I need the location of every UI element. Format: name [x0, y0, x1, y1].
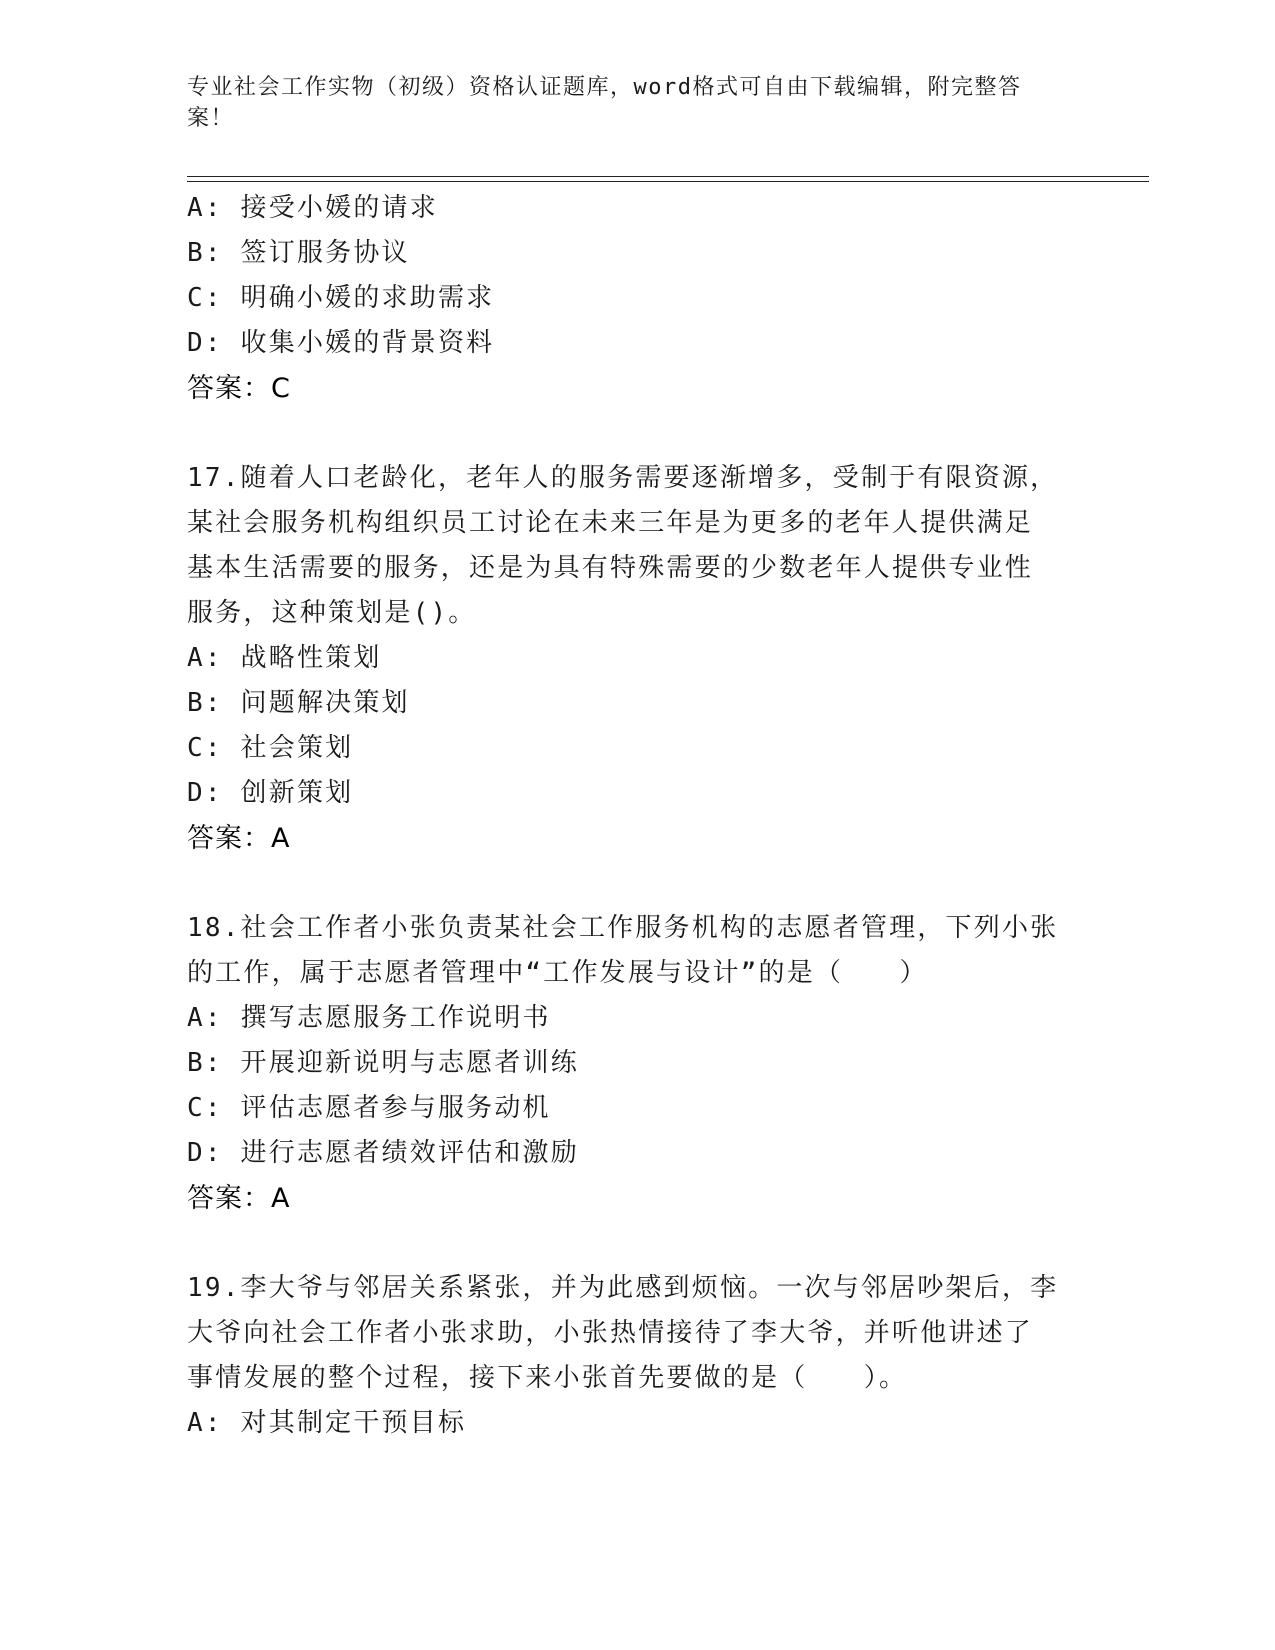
q18-stem-line-2: 的工作，属于志愿者管理中“工作发展与设计”的是（ ）: [187, 958, 928, 988]
q17-stem-line-4: 服务，这种策划是()。: [187, 598, 477, 628]
q17-option-b: B: 问题解决策划: [187, 688, 410, 718]
q17-stem-line-1: 17.随着人口老龄化，老年人的服务需要逐渐增多，受制于有限资源，: [187, 463, 1059, 493]
document-header: 专业社会工作实物（初级）资格认证题库，word格式可自由下载编辑，附完整答案！: [187, 75, 1022, 131]
q16-option-b: B: 签订服务协议: [187, 238, 410, 268]
q17-option-c: C: 社会策划: [187, 733, 354, 763]
q17-answer: 答案：A: [187, 823, 291, 854]
q18-answer: 答案：A: [187, 1183, 291, 1214]
q19-option-a: A: 对其制定干预目标: [187, 1408, 467, 1438]
q17-stem-line-2: 某社会服务机构组织员工讨论在未来三年是为更多的老年人提供满足: [187, 508, 1034, 538]
q16-option-c: C: 明确小媛的求助需求: [187, 283, 495, 313]
header-divider-bottom: [187, 181, 1149, 182]
q19-stem-line-2: 大爷向社会工作者小张求助，小张热情接待了李大爷，并听他讲述了: [187, 1318, 1034, 1348]
q16-option-a: A: 接受小媛的请求: [187, 193, 438, 223]
q19-stem-line-1: 19.李大爷与邻居关系紧张，并为此感到烦恼。一次与邻居吵架后，李: [187, 1273, 1059, 1303]
q17-option-a: A: 战略性策划: [187, 643, 382, 673]
header-divider-top: [187, 176, 1149, 177]
q17-option-d: D: 创新策划: [187, 778, 354, 808]
q19-stem-line-3: 事情发展的整个过程，接下来小张首先要做的是（ ）。: [187, 1363, 908, 1393]
q17-stem-line-3: 基本生活需要的服务，还是为具有特殊需要的少数老年人提供专业性: [187, 553, 1034, 583]
q18-stem-line-1: 18.社会工作者小张负责某社会工作服务机构的志愿者管理，下列小张: [187, 913, 1059, 943]
q18-option-a: A: 撰写志愿服务工作说明书: [187, 1003, 551, 1033]
q16-option-d: D: 收集小媛的背景资料: [187, 328, 495, 358]
q18-option-d: D: 进行志愿者绩效评估和激励: [187, 1138, 579, 1168]
q16-answer: 答案：C: [187, 373, 291, 404]
q18-option-b: B: 开展迎新说明与志愿者训练: [187, 1048, 579, 1078]
q18-option-c: C: 评估志愿者参与服务动机: [187, 1093, 551, 1123]
